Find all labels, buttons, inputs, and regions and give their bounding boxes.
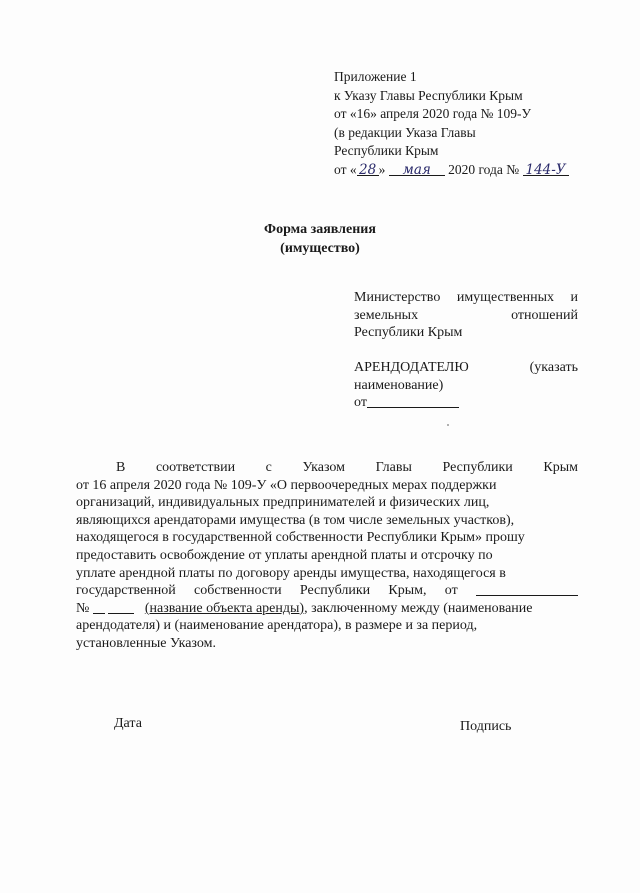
contract-date-blank[interactable] [476, 582, 578, 596]
landlord-hint: наименование) [354, 377, 444, 393]
appendix-block [334, 68, 614, 179]
addressee-word: земельных [354, 307, 419, 323]
landlord-label: АРЕНДОДАТЕЛЮ [354, 360, 469, 375]
body-line-2: от 16 апреля 2020 года № 109-У «О первоочередных мерах поддержки [76, 477, 497, 493]
body-line-7: уплате арендной платы по договору аренды имущества, находящегося в [76, 565, 506, 581]
addressee-word: отношений [511, 307, 578, 323]
body-line-5: находящегося в государственной собственности Республики Крым» прошу [76, 530, 525, 546]
addressee-row [354, 377, 578, 395]
scan-speck [447, 424, 449, 426]
date-year-label: 2020 года № [448, 161, 520, 177]
appendix-line-1: Приложение 1 [334, 69, 417, 84]
signature-label: Подпись [460, 719, 512, 734]
body-line-3: организаций, индивидуальных предпринимателей и физических лиц, [76, 495, 490, 511]
form-title-line-1: Форма заявления [264, 222, 376, 237]
appendix-line-6 [334, 161, 614, 180]
addressee-row [354, 289, 578, 307]
application-body [76, 459, 578, 653]
addressee-block [354, 289, 578, 412]
form-title [230, 220, 410, 258]
body-line-9: № (название объекта аренды) , заключенному между (наименование [76, 600, 533, 616]
addressee-word: и [570, 290, 578, 305]
form-title-line-2: (имущество) [280, 241, 360, 256]
handwritten-decree-number: 144-У [525, 161, 566, 178]
addressee-row [354, 394, 578, 412]
date-quote-close: » [378, 161, 386, 177]
addressee-word: Министерство [354, 290, 441, 305]
date-label: Дата [114, 716, 142, 731]
from-blank-field[interactable] [367, 394, 459, 408]
appendix-line-2: к Указу Главы Республики Крым [334, 87, 523, 103]
addressee-row [354, 307, 578, 325]
contract-number-blank-b[interactable] [108, 600, 134, 614]
handwritten-month: мая [402, 161, 431, 178]
addressee-word: Республики Крым [354, 325, 463, 340]
addressee-word: имущественных [456, 290, 554, 305]
addressee-row [354, 359, 578, 377]
appendix-line-3: от «16» апреля 2020 года № 109-У [334, 106, 532, 121]
object-name-placeholder: (название объекта аренды) [144, 600, 305, 616]
body-line-10: арендодателя) и (наименование арендатора), в размере и за период, [76, 618, 478, 634]
body-line-11: установленные Указом. [76, 635, 216, 651]
appendix-line-5: Республики Крым [334, 143, 439, 158]
from-label: от [354, 395, 367, 410]
body-line-8: государственной собственности Республики Крым, от [76, 582, 578, 600]
handwritten-day: 28 [359, 161, 377, 178]
addressee-row [354, 324, 578, 342]
body-line-1: В соответствии с Указом Главы Республики Крым [116, 460, 578, 475]
date-prefix: от « [334, 161, 357, 177]
contract-number-blank-a[interactable] [93, 600, 105, 614]
landlord-hint: (указать [529, 360, 578, 375]
body-line-4: являющихся арендаторами имущества (в том числе земельных участков), [76, 512, 515, 528]
body-line-6: предоставить освобождение от уплаты арендной платы и отсрочку по [76, 547, 493, 563]
appendix-line-4: (в редакции Указа Главы [334, 124, 476, 140]
